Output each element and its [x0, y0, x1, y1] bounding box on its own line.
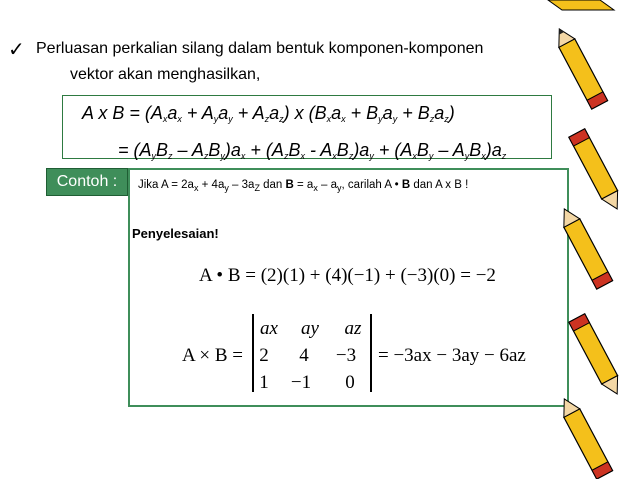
cross-product-lhs: A × B = — [182, 345, 244, 366]
matrix-cell: ax — [260, 318, 278, 339]
matrix-cell: az — [344, 318, 362, 339]
matrix-cell: ay — [301, 318, 319, 339]
contoh-label: Contoh : — [46, 168, 128, 196]
bullet-text-line2: vektor akan menghasilkan, — [70, 66, 261, 83]
example-problem-text: Jika $A = 2a_x + 4a_y - 3a_Z$ dan $B = a_x - a_y$, carilah A • B dan A x B ! — [138, 179, 469, 193]
matrix-cell: 4 — [299, 345, 309, 366]
pencil-decoration-icon — [528, 0, 638, 479]
matrix-cell: −3 — [335, 345, 357, 366]
matrix-cell: 0 — [345, 372, 355, 393]
dot-product-equation: A • B = (2)(1) + (4)(−1) + (−3)(0) = −2 — [199, 265, 496, 286]
matrix-cell: 1 — [259, 372, 269, 393]
solution-label: Penyelesaian! — [132, 226, 219, 241]
cross-product-formula-line1: A x $B = (A_xa_x + A_ya_y + A_za_z)$ x $(B_xa_x + B_ya_y + B_za_z)$ — [82, 103, 455, 124]
matrix-cell: 2 — [259, 345, 269, 366]
bullet-text-line1: Perluasan perkalian silang dalam bentuk komponen-komponen — [36, 40, 484, 57]
matrix-cell: −1 — [290, 372, 312, 393]
checkmark-bullet-icon: ✓ — [8, 37, 25, 61]
cross-product-formula-line2: = $(A_yB_z - A_zB_y)a_x + (A_zB_x - A_xB_z)a_y + (A_xB_y - A_yB_x)a_z$ — [118, 140, 507, 161]
cross-product-rhs: = −3ax − 3ay − 6az — [378, 345, 526, 366]
